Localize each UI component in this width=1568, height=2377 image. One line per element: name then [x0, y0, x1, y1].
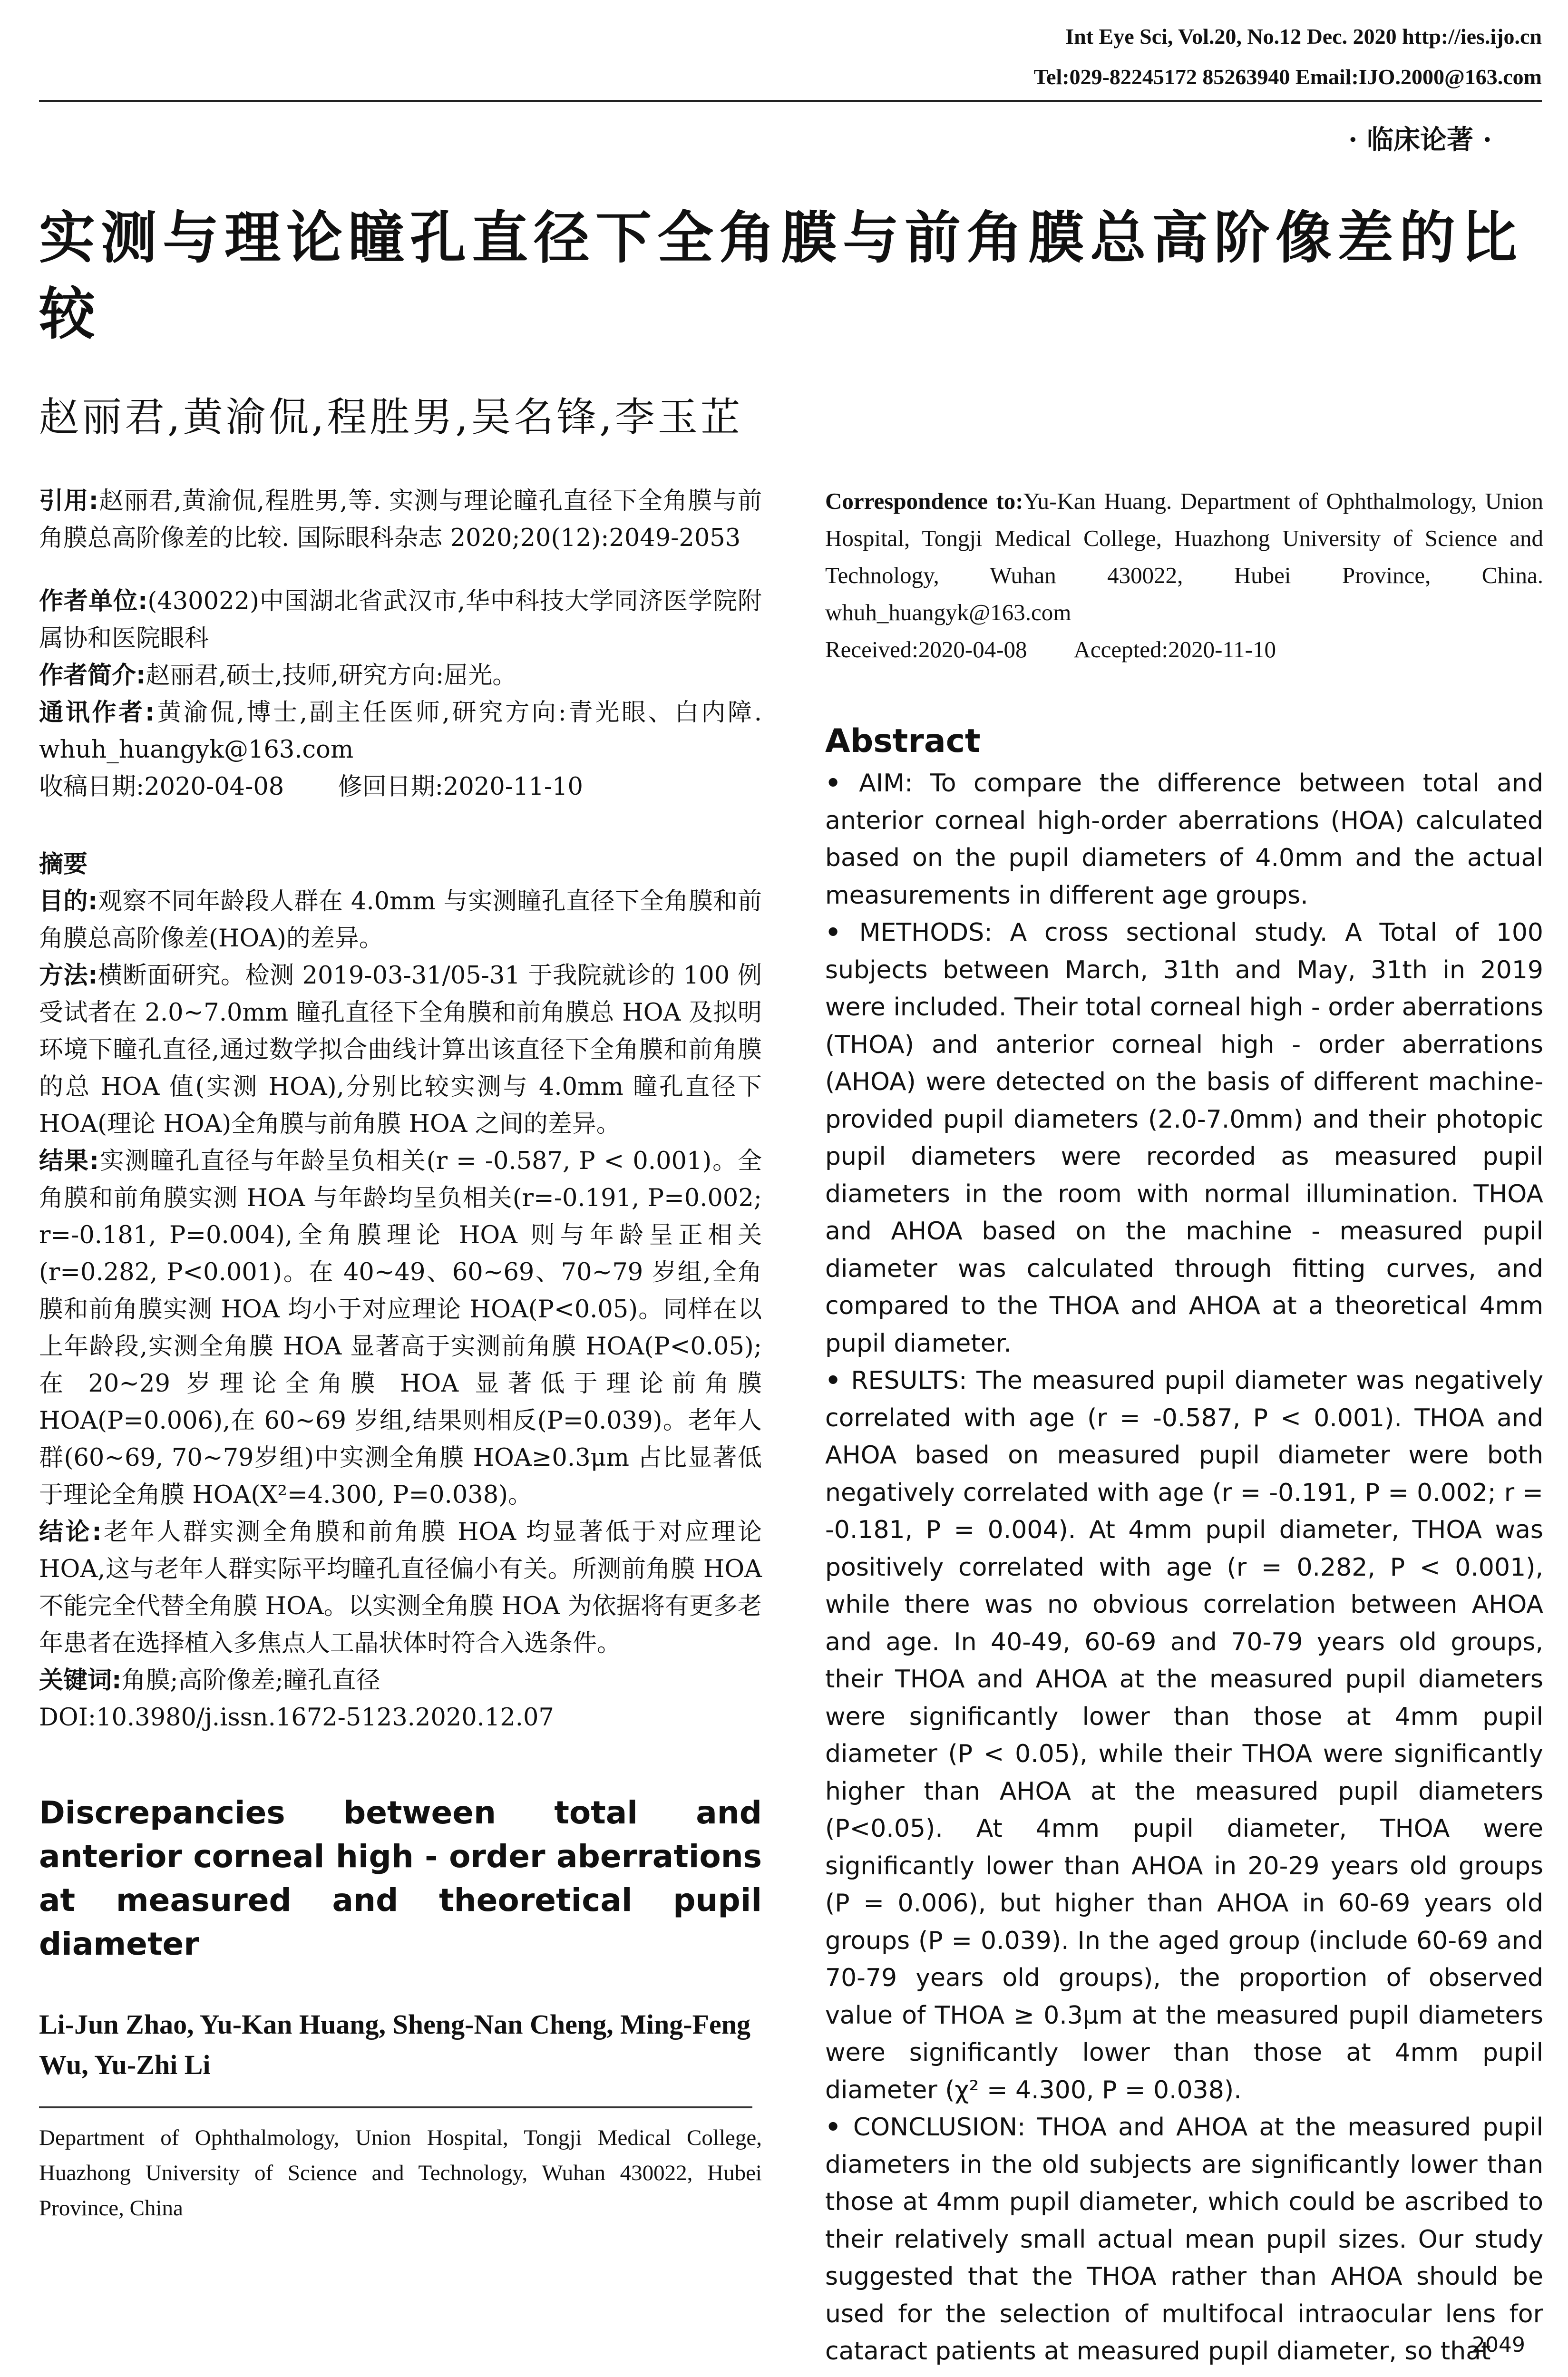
author-bio-text: 赵丽君,硕士,技师,研究方向:屈光。	[146, 662, 517, 690]
authors-en: Li-Jun Zhao, Yu-Kan Huang, Sheng-Nan Cheng, Ming-Feng Wu, Yu-Zhi Li	[39, 2009, 751, 2080]
corresponding-author	[39, 694, 762, 769]
aim-en: • AIM: To compare the difference between total and anterior corneal high-order aberrations (HOA) calculated based on the pupil diameters of 4.0mm and the actual measurements in different age groups.	[825, 769, 1543, 910]
affiliation-en: Department of Ophthalmology, Union Hospital, Tongji Medical College, Huazhong University of Science and Technology, Wuhan 430022, Hubei Province, China	[39, 2125, 762, 2221]
revised-label-cn: 修回日期:	[338, 773, 443, 801]
affiliation-cn	[39, 583, 762, 657]
aim-text-en: To compare the difference between total and anterior corneal high-order aberrations (HOA) calculated based on the pupil diameters of 4.0mm and the actual measurements in different age groups.	[825, 769, 1543, 910]
received-date-cn: 2020-04-08	[144, 773, 284, 801]
correspondence-en	[825, 483, 1543, 631]
journal-info: Int Eye Sci, Vol.20, No.12 Dec. 2020 http://ies.ijo.cn	[1065, 24, 1542, 49]
aim-label-cn: 目的:	[39, 887, 98, 916]
corresponding-label: 通讯作者:	[39, 699, 155, 727]
header-divider	[39, 100, 1542, 102]
methods-text-en: A cross sectional study. A Total of 100 subjects between March, 31th and May, 31th in 2019 were included. Their total corneal high - order aberrations (THOA) and anterior corneal high - order aberrations (AHOA) were detected on the basis of different machine-provided pupil diameters (2.0-7.0mm) and their photopic pupil diameters were recorded as measured pupil diameters in the room with normal illumination. THOA and AHOA based on the machine - measured pupil diameter was calculated through fitting curves, and compared to the THOA and AHOA at a theoretical 4mm pupil diameter.	[825, 918, 1544, 1358]
citation-label: 引用:	[39, 487, 99, 515]
affiliation-label: 作者单位:	[39, 587, 148, 615]
journal-contact: Tel:029-82245172 85263940 Email:IJO.2000@163.com	[1033, 65, 1542, 89]
dates-en	[825, 631, 1543, 668]
conclusion-en: • CONCLUSION: THOA and AHOA at the measured pupil diameters in the old subjects are significantly lower than those at 4mm pupil diameter, which could be ascribed to their relatively small actual mean pupil sizes. Our study suggested that the THOA rather than AHOA should be used for the selection of multifocal intraocular lens for cataract patients at measured pupil diameter, so that	[825, 2113, 1544, 2366]
conclusion-text-cn: 老年人群实测全角膜和前角膜 HOA 均显著低于对应理论 HOA,这与老年人群实际平均瞳孔直径偏小有关。所测前角膜 HOA 不能完全代替全角膜 HOA。以实测全角膜 HOA 为依据将有更多老年患者在选择植入多焦点人工晶状体时符合入选条件。	[39, 1518, 762, 1657]
results-label-cn: 结果:	[39, 1147, 99, 1175]
authors-cn: 赵丽君,黄渝侃,程胜男,吴名锋,李玉芷	[39, 394, 743, 440]
author-bio-label: 作者简介:	[39, 662, 146, 690]
article-title-en: Discrepancies between total and anterior corneal high - order aberrations at measured and theoretical pupil diameter	[39, 1794, 762, 1962]
citation-text: 赵丽君,黄渝侃,程胜男,等. 实测与理论瞳孔直径下全角膜与前角膜总高阶像差的比较. 国际眼科杂志 2020;20(12):2049-2053	[39, 487, 762, 552]
aim-cn	[39, 883, 762, 957]
methods-label-cn: 方法:	[39, 962, 98, 990]
page-number: 2049	[1472, 2333, 1525, 2357]
abstract-heading-en: Abstract	[825, 722, 981, 760]
revised-date-cn: 2020-11-10	[443, 773, 583, 801]
methods-label-en: METHODS:	[859, 918, 993, 947]
section-tag: · 临床论著 ·	[1348, 124, 1492, 156]
aim-label-en: AIM:	[859, 769, 913, 798]
results-en: • RESULTS: The measured pupil diameter was negatively correlated with age (r = -0.587, P < 0.001). THOA and AHOA based on measured pupil diameter were both negatively correlated with age (r = -0.191, P = 0.002; r = -0.181, P = 0.004). At 4mm pupil diameter, THOA was positively correlated with age (r = 0.282, P < 0.001), while there was no obvious correlation between AHOA and age. In 40-49, 60-69 and 70-79 years old groups, their THOA and AHOA at the measured pupil diameters were significantly lower than those at 4mm pupil diameter (P < 0.05), while their THOA were significantly higher than AHOA at the measured pupil diameters (P<0.05). At 4mm pupil diameter, THOA were significantly lower than AHOA in 20-29 years old groups (P = 0.006), but higher than AHOA in 60-69 years old groups (P = 0.039). In the aged group (include 60-69 and 70-79 years old groups), the proportion of observed value of THOA ≥ 0.3μm at the measured pupil diameters were significantly lower than those at 4mm pupil diameter (χ² = 4.300, P = 0.038).	[825, 1366, 1543, 2104]
abstract-heading-cn: 摘要	[39, 850, 88, 878]
conclusion-text-en: THOA and AHOA at the measured pupil diameters in the old subjects are significantly lower than those at 4mm pupil diameter, which could be ascribed to their relatively small actual mean pupil sizes. Our study suggested that the THOA rather than AHOA should be used for the selection of multifocal intraocular lens for cataract patients at measured pupil diameter, so that	[825, 2113, 1544, 2366]
keywords-label-cn: 关键词:	[39, 1666, 122, 1695]
methods-text-cn: 横断面研究。检测 2019-03-31/05-31 于我院就诊的 100 例受试者在 2.0~7.0mm 瞳孔直径下全角膜和前角膜总 HOA 及拟明环境下瞳孔直径,通过数学拟合曲线计算出该直径下全角膜和前角膜的总 HOA 值(实测 HOA),分别比较实测与 4.0mm 瞳孔直径下 HOA(理论 HOA)全角膜与前角膜 HOA 之间的差异。	[39, 962, 762, 1138]
accepted-en: Accepted:2020-11-10	[1073, 636, 1276, 662]
conclusion-cn	[39, 1514, 762, 1662]
conclusion-label-en: CONCLUSION:	[853, 2113, 1026, 2142]
author-bio	[39, 657, 762, 694]
article-title-cn: 实测与理论瞳孔直径下全角膜与前角膜总高阶像差的比较	[39, 205, 1523, 347]
results-text-cn: 实测瞳孔直径与年龄呈负相关(r = -0.587, P < 0.001)。全角膜和前角膜实测 HOA 与年龄均呈负相关(r=-0.191, P=0.002; r=-0.181, P=0.004),全角膜理论 HOA 则与年龄呈正相关(r=0.282, P<0.001)。在 40~49、60~69、70~79 岁组,全角膜和前角膜实测 HOA 均小于对应理论 HOA(P<0.05)。同样在以上年龄段,实测全角膜 HOA 显著高于实测前角膜 HOA(P<0.05);在 20~29 岁理论全角膜 HOA 显著低于理论前角膜 HOA(P=0.006),在 60~69 岁组,结果则相反(P=0.039)。老年人群(60~69, 70~79岁组)中实测全角膜 HOA≥0.3μm 占比显著低于理论全角膜 HOA(X²=4.300, P=0.038)。	[39, 1147, 762, 1509]
correspondence-text: Yu-Kan Huang. Department of Ophthalmology, Union Hospital, Tongji Medical College, Huazhong University of Science and Technology, Wuhan 430022, Hubei Province, China. whuh_huangyk@163.com	[825, 488, 1543, 625]
keywords-text-cn: 角膜;高阶像差;瞳孔直径	[121, 1666, 380, 1695]
dates-cn	[39, 769, 762, 806]
doi: DOI:10.3980/j.issn.1672-5123.2020.12.07	[39, 1704, 554, 1732]
received-en: Received:2020-04-08	[825, 636, 1027, 662]
affiliation-text: (430022)中国湖北省武汉市,华中科技大学同济医学院附属协和医院眼科	[39, 587, 762, 653]
affiliation-divider	[39, 2106, 752, 2108]
correspondence-label: Correspondence to:	[825, 488, 1023, 514]
corresponding-text: 黄渝侃,博士,副主任医师,研究方向:青光眼、白内障. whuh_huangyk@163.com	[39, 699, 762, 764]
right-column	[825, 483, 1543, 2370]
results-text-en: The measured pupil diameter was negatively correlated with age (r = -0.587, P < 0.001). THOA and AHOA based on measured pupil diameter were both negatively correlated with age (r = -0.191, P = 0.002; r = -0.181, P = 0.004). At 4mm pupil diameter, THOA was positively correlated with age (r = 0.282, P < 0.001), while there was no obvious correlation between AHOA and age. In 40-49, 60-69 and 70-79 years old groups, their THOA and AHOA at the measured pupil diameters were significantly lower than those at 4mm pupil diameter (P < 0.05), while their THOA were significantly higher than AHOA at the measured pupil diameters (P<0.05). At 4mm pupil diameter, THOA were significantly lower than AHOA in 20-29 years old groups (P = 0.006), but higher than AHOA in 60-69 years old groups (P = 0.039). In the aged group (include 60-69 and 70-79 years old groups), the proportion of observed value of THOA ≥ 0.3μm at the measured pupil diameters were significantly lower than those at 4mm pupil diameter (χ² = 4.300, P = 0.038).	[825, 1366, 1543, 2104]
keywords-cn	[39, 1662, 762, 1699]
aim-text-cn: 观察不同年龄段人群在 4.0mm 与实测瞳孔直径下全角膜和前角膜总高阶像差(HOA)的差异。	[39, 887, 762, 953]
received-label-cn: 收稿日期:	[39, 773, 145, 801]
methods-cn	[39, 957, 762, 1143]
conclusion-label-cn: 结论:	[39, 1518, 102, 1546]
citation	[39, 483, 762, 557]
methods-en: • METHODS: A cross sectional study. A Total of 100 subjects between March, 31th and May, 31th in 2019 were included. Their total corneal high - order aberrations (THOA) and anterior corneal high - order aberrations (AHOA) were detected on the basis of different machine-provided pupil diameters (2.0-7.0mm) and their photopic pupil diameters were recorded as measured pupil diameters in the room with normal illumination. THOA and AHOA based on the machine - measured pupil diameter was calculated through fitting curves, and compared to the THOA and AHOA at a theoretical 4mm pupil diameter.	[825, 918, 1544, 1358]
results-label-en: RESULTS:	[851, 1366, 967, 1395]
left-column	[39, 483, 762, 2226]
results-cn	[39, 1143, 762, 1514]
page-header	[0, 0, 1568, 157]
